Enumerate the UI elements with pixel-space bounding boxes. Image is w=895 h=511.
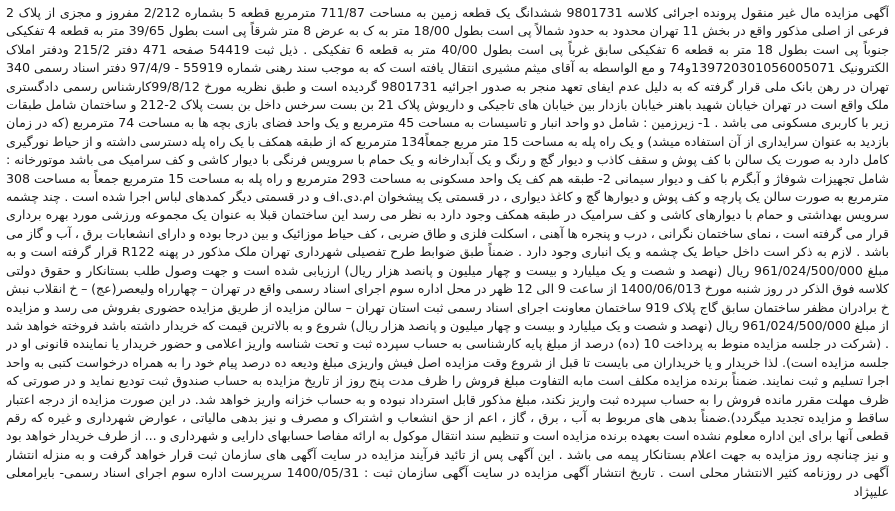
auction-notice-text: آگهی مزایده مال غیر منقول پرونده اجرائی کلاسه 9801731 ششدانگ یک قطعه زمین به مساحت 711/87 مترمربع قطعه 5 بشماره 2/212 مفروز و مجزی از پلاک 2 فرعی از اصلی مذکور واقع در بخش 11 تهران محدود به حدود شمالاً پی است بطول 18/00 متر به ک به عرض 8 متر شرقاً پی است بطول 39/65 متر به قطعه 4 تفکیکی جنوباً پی است بطول 18 متر به قطعه 6 تفکیکی سابق غرباً پی است بطول 40/00 متر به قطعه 6 تفکیکی . ذیل ثبت 54419 صفحه 471 دفتر 215/2 ودفتر املاک الکترونیک 139720301056005071و74 و مع الواسطه به آقای میثم مشیری انتقال یافته است که به موجب سند رهنی شماره 55919 - 97/4/9 دفتر اسناد رسمی 340 تهران در رهن بانک ملی قرار گرفته که به دلیل عدم ایفای تعهد منجر به صدور اجرائیه 9801731 گردیده است و طبق نظریه مورخ 99/8/12کارشناس رسمی دادگستری ملک واقع است در تهران خیابان شهید باهنر خیابان بازدار بین خیابان های تاجیکی و داریوش پلاک 21 بن بست سرخس داخل بن بست پلاک 2-212 و ساختمان شامل طبقات زیر با کاربری مسکونی می باشد . 1- زیرزمین : شامل دو واحد انبار و تاسیسات به مساحت 45 مترمربع و یک واحد فضای بازی بچه ها به مساحت 74 مترمربع (که در زمان بازدید به عنوان سرایداری از آن استفاده میشد) و یک راه پله به مساحت 15 متر مربع جمعاً134 مترمربع که از طبقه همکف با یک راه پله دسترسی داشته و از حیاط نورگیری کامل دارد به صورت یک سالن با کف پوش و سقف کاذب و دیوار گچ و رنگ و یک آبدارخانه و یک حمام با سرویس فرنگی با دیوار کاشی و کف سرامیک می باشد موتورخانه : شامل تجهیزات شوفاژ و آبگرم با کف و دیوار سیمانی 2- طبقه هم کف یک واحد مسکونی به مساحت 293 مترمربع و راه پله به مساحت 15 مترمربع جمعاً به مساحت 308 مترمربع به صورت سالن یک پارچه و کف پوش و دیوارها گچ و کاغذ دیواری ، در قسمتی یک پیشخوان ام.دی.اف و در قسمتی دیگر کمدهای لباس اجرا شده است . چند چشمه سرویس بهداشتی و حمام با دیوارهای کاشی و کف سرامیک در طبقه همکف وجود دارد به نظر می رسد این ساختمان قبلا به عنوان یک مجموعه ورزشی مورد بهره برداری قرار می گرفته است ، نمای ساختمان نگرانی ، درب و پنجره ها آهنی ، اسکلت فلزی و طاق ضربی ، کف حیاط موزائیک و بین درجا بوده و دارای انشعابات برق ، آب و گاز می باشد . لازم به ذکر است داخل حیاط یک چشمه و یک انباری وجود دارد . ضمناً طبق ضوابط طرح تفصیلی شهرداری تهران ملک مذکور در پهنه R122 قرار گرفته است و به مبلغ 961/024/500/000 ریال (نهصد و شصت و یک میلیارد و بیست و چهار میلیون و پانصد هزار ریال) ارزیابی شده است و جهت وصول طلب بستانکار و حقوق دولتی کلاسه فوق الذکر در روز شنبه مورخ 1400/06/013 از ساعت 9 الی 12 ظهر در محل اداره سوم اجرای اسناد رسمی واقع در تهران – چهارراه ولیعصر(عج) – خ انقلاب نبش خ برادران مظفر ساختمان سابق گاج پلاک 919 ساختمان معاونت اجرای اسناد رسمی ثبت استان تهران – سالن مزایده از طریق مزایده حضوری بفروش می رسد و مزایده از مبلغ 961/024/500/000 ریال (نهصد و شصت و یک میلیارد و بیست و چهار میلیون و پانصد هزار ریال) شروع و به بالاترین قیمت که خریدار داشته باشد فروخته خواهد شد . (شرکت در جلسه مزایده منوط به پرداخت 10 (ده) درصد از مبلغ پایه کارشناسی به حساب سپرده ثبت و تحت شناسه واریز اعلامی و حضور خریدار یا نماینده قانونی او در جلسه مزایده است). لذا خریدار و یا خریداران می بایست تا قبل از شروع وقت مزایده اصل فیش واریزی مبلغ ودیعه ده درصد پیام خود را به همراه درخواست کتبی به واحد اجرا تسلیم و ثبت نمایند. ضمناً برنده مزایده مکلف است مابه التفاوت مبلغ فروش را ظرف مدت پنج روز از تاریخ مزایده به حساب صندوق ثبت تودیع نماید و در صورتی که ظرف مهلت مقرر مانده فروش را به حساب سپرده ثبت واریز نکند، مبلغ مذکور قابل استرداد نبوده و به حساب خزانه واریز خواهد شد. در این صورت مزایده از درجه اعتبار ساقط و مزایده تجدید میگردد).ضمناً بدهی های مربوط به آب ، برق ، گاز ، اعم از حق انشعاب و اشتراک و مصرف و نیز بدهی مالیاتی ، عوارض شهرداری و غیره که رقم قطعی آنها برای این اداره معلوم نشده است بعهده برنده مزایده است و تنظیم سند انتقال موکول به ارائه مفاصا حسابهای دارایی و شهرداری و ... از طرف خریدار خواهد بود و نیز چنانچه روز مزایده به جهت اعلام بستانکار پیمه می باشد . این آگهی پس از تائید فرآیند مزایده در سایت آگهی های سازمان ثبت قرار خواهد گرفت و به منزله انتشار آگهی در روزنامه کثیر الانتشار محلی است . تاریخ انتشار آگهی مزایده در سایت آگهی سازمان ثبت : 1400/05/31 سرپرست اداره سوم اجرای اسناد رسمی- بایرامعلی علیپژاد (6, 5, 889, 499)
